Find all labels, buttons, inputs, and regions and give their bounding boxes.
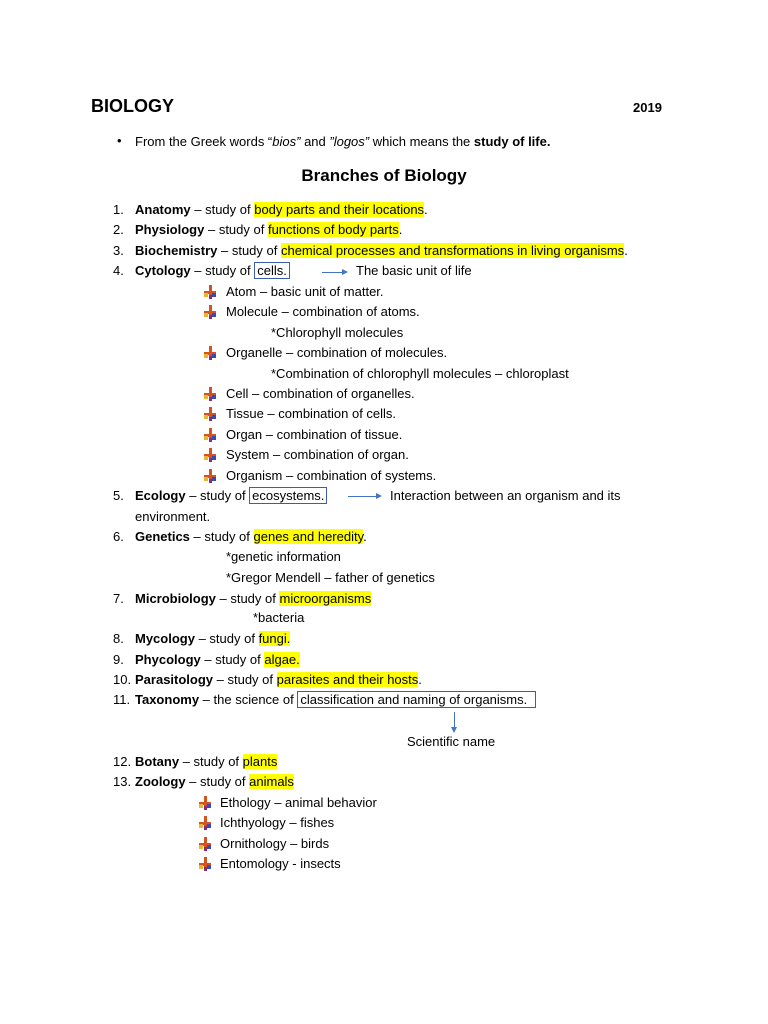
- cross-bullet-icon: [203, 428, 217, 442]
- list-subnote: *bacteria: [253, 610, 305, 625]
- list-item: Tissue – combination of cells.: [226, 406, 397, 421]
- bullet-dot-icon: •: [117, 133, 122, 148]
- boxed-term: ecosystems.: [249, 487, 327, 504]
- document-year: 2019: [633, 100, 662, 115]
- list-item: Ichthyology – fishes: [220, 815, 335, 830]
- list-item-physiology: Physiology – study of functions of body parts.: [135, 222, 403, 237]
- cross-bullet-icon: [198, 796, 212, 810]
- ecology-note-cont: environment.: [135, 509, 211, 524]
- list-item: Entomology - insects: [220, 856, 341, 871]
- list-item-microbiology: Microbiology – study of microorganisms: [135, 591, 372, 606]
- item-number: 12.: [113, 754, 132, 769]
- item-number: 1.: [113, 202, 124, 217]
- list-item: Atom – basic unit of matter.: [226, 284, 384, 299]
- cross-bullet-icon: [203, 448, 217, 462]
- arrow-down-icon: [454, 712, 455, 728]
- list-item-genetics: Genetics – study of genes and heredity.: [135, 529, 367, 544]
- document-title: BIOLOGY: [91, 96, 175, 116]
- list-item-anatomy: Anatomy – study of body parts and their locations.: [135, 202, 428, 217]
- ecology-note: Interaction between an organism and its: [390, 488, 621, 503]
- item-number: 3.: [113, 243, 124, 258]
- cross-bullet-icon: [203, 285, 217, 299]
- list-item-biochemistry: Biochemistry – study of chemical processes and transformations in living organisms.: [135, 243, 628, 258]
- cross-bullet-icon: [203, 346, 217, 360]
- item-number: 7.: [113, 591, 124, 606]
- list-subnote: *Combination of chlorophyll molecules – chloroplast: [271, 366, 569, 381]
- list-item: System – combination of organ.: [226, 447, 409, 462]
- list-subnote: *Gregor Mendell – father of genetics: [226, 570, 435, 585]
- list-item-mycology: Mycology – study of fungi.: [135, 631, 291, 646]
- item-number: 11.: [113, 692, 131, 707]
- item-number: 8.: [113, 631, 124, 646]
- cross-bullet-icon: [203, 407, 217, 421]
- cross-bullet-icon: [203, 305, 217, 319]
- list-item: Organism – combination of systems.: [226, 468, 437, 483]
- list-subnote: *genetic information: [226, 549, 341, 564]
- cross-bullet-icon: [198, 837, 212, 851]
- item-number: 5.: [113, 488, 124, 503]
- taxonomy-note: Scientific name: [407, 734, 496, 749]
- list-item-parasitology: Parasitology – study of parasites and their hosts.: [135, 672, 422, 687]
- list-item: Molecule – combination of atoms.: [226, 304, 420, 319]
- list-item-phycology: Phycology – study of algae.: [135, 652, 300, 667]
- list-subnote: *Chlorophyll molecules: [271, 325, 404, 340]
- cytology-note: The basic unit of life: [356, 263, 472, 278]
- boxed-term: classification and naming of organisms.: [297, 691, 536, 708]
- item-number: 13.: [113, 774, 132, 789]
- list-item: Ornithology – birds: [220, 836, 330, 851]
- list-item-ecology: Ecology – study of ecosystems.: [135, 488, 327, 503]
- list-item: Ethology – animal behavior: [220, 795, 377, 810]
- list-item: Organ – combination of tissue.: [226, 427, 403, 442]
- list-item: Cell – combination of organelles.: [226, 386, 415, 401]
- list-item: Organelle – combination of molecules.: [226, 345, 448, 360]
- item-number: 4.: [113, 263, 124, 278]
- list-item-taxonomy: Taxonomy – the science of classification and naming of organisms.: [135, 692, 536, 707]
- cross-bullet-icon: [198, 857, 212, 871]
- section-title: Branches of Biology: [301, 166, 467, 185]
- list-item-botany: Botany – study of plants: [135, 754, 278, 769]
- item-number: 10.: [113, 672, 132, 687]
- intro-line: From the Greek words “bios” and ”logos” which means the study of life.: [135, 134, 551, 149]
- item-number: 2.: [113, 222, 124, 237]
- item-number: 6.: [113, 529, 124, 544]
- arrow-right-icon: [348, 496, 376, 497]
- cross-bullet-icon: [203, 387, 217, 401]
- boxed-term: cells.: [254, 262, 290, 279]
- cross-bullet-icon: [198, 816, 212, 830]
- arrow-right-icon: [322, 272, 342, 273]
- list-item-zoology: Zoology – study of animals: [135, 774, 294, 789]
- list-item-cytology: Cytology – study of cells.: [135, 263, 290, 278]
- cross-bullet-icon: [203, 469, 217, 483]
- item-number: 9.: [113, 652, 124, 667]
